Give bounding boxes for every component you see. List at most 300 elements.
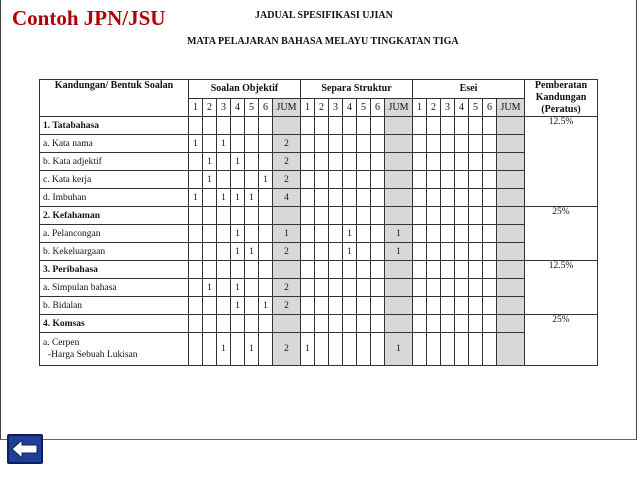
- table-cell: [329, 333, 343, 366]
- table-cell: 1: [259, 171, 273, 189]
- table-cell: [413, 297, 427, 315]
- table-cell: [469, 279, 483, 297]
- table-cell: [385, 135, 413, 153]
- sub-header-separa-jum: JUM: [385, 98, 413, 117]
- table-cell: [497, 243, 525, 261]
- table-cell: [343, 135, 357, 153]
- table-cell: [245, 153, 259, 171]
- table-cell: [259, 333, 273, 366]
- table-cell: [231, 261, 245, 279]
- item-label: a. Simpulan bahasa: [40, 279, 189, 297]
- table-cell: [329, 279, 343, 297]
- table-cell: [315, 315, 329, 333]
- table-cell: [301, 261, 315, 279]
- table-cell: [259, 279, 273, 297]
- table-cell: [469, 297, 483, 315]
- sub-header-esei-5: 5: [469, 98, 483, 117]
- table-cell: [189, 279, 203, 297]
- table-cell: [385, 261, 413, 279]
- table-cell: [315, 117, 329, 135]
- table-cell: [203, 315, 217, 333]
- sub-header-objektif-6: 6: [259, 98, 273, 117]
- table-cell: [189, 153, 203, 171]
- table-cell: [455, 189, 469, 207]
- table-cell: 2: [273, 297, 301, 315]
- table-cell: [301, 153, 315, 171]
- table-cell: [245, 135, 259, 153]
- table-cell: [189, 333, 203, 366]
- table-cell: [217, 153, 231, 171]
- table-row: [40, 243, 598, 261]
- table-cell: [483, 135, 497, 153]
- item-label-line2: -Harga Sebuah Lukisan: [48, 350, 138, 360]
- table-cell: [441, 153, 455, 171]
- table-cell: [483, 297, 497, 315]
- table-cell: [371, 117, 385, 135]
- document-title: JADUAL SPESIFIKASI UJIAN: [255, 10, 393, 21]
- table-cell: [427, 261, 441, 279]
- table-cell: [385, 315, 413, 333]
- table-cell: 1: [385, 243, 413, 261]
- table-row: [40, 153, 598, 171]
- header-separa-struktur: Separa Struktur: [301, 80, 413, 99]
- table-row: [40, 279, 598, 297]
- table-cell: [357, 153, 371, 171]
- table-cell: [343, 279, 357, 297]
- table-cell: [217, 297, 231, 315]
- table-cell: [427, 333, 441, 366]
- table-cell: [203, 135, 217, 153]
- table-row: [40, 135, 598, 153]
- table-cell: [427, 171, 441, 189]
- table-cell: [231, 315, 245, 333]
- table-cell: [357, 243, 371, 261]
- table-cell: [427, 279, 441, 297]
- table-cell: [301, 189, 315, 207]
- table-cell: [357, 225, 371, 243]
- table-cell: [469, 189, 483, 207]
- table-cell: [413, 207, 427, 225]
- table-cell: [469, 243, 483, 261]
- header-esei: Esei: [413, 80, 525, 99]
- table-cell: 1: [273, 225, 301, 243]
- table-cell: [455, 333, 469, 366]
- table-cell: [301, 225, 315, 243]
- sub-header-objektif-jum: JUM: [273, 98, 301, 117]
- table-cell: [301, 207, 315, 225]
- table-cell: [371, 279, 385, 297]
- item-label: a. Kata nama: [40, 135, 189, 153]
- table-cell: 2: [273, 243, 301, 261]
- table-cell: [217, 207, 231, 225]
- table-cell: [217, 243, 231, 261]
- table-cell: [497, 225, 525, 243]
- table-cell: [441, 243, 455, 261]
- table-cell: [385, 189, 413, 207]
- item-label: c. Kata kerja: [40, 171, 189, 189]
- table-cell: [469, 153, 483, 171]
- table-cell: [483, 243, 497, 261]
- table-cell: [371, 153, 385, 171]
- item-label: a. Pelancongan: [40, 225, 189, 243]
- table-cell: [189, 243, 203, 261]
- table-cell: [343, 117, 357, 135]
- table-cell: [357, 117, 371, 135]
- table-cell: [189, 297, 203, 315]
- table-cell: [413, 315, 427, 333]
- table-cell: [427, 189, 441, 207]
- item-label: b. Bidalan: [40, 297, 189, 315]
- table-cell: [385, 171, 413, 189]
- table-cell: [259, 225, 273, 243]
- table-cell: [455, 207, 469, 225]
- table-cell: [483, 207, 497, 225]
- table-cell: [315, 135, 329, 153]
- table-row: [40, 171, 598, 189]
- table-cell: [315, 225, 329, 243]
- table-cell: [497, 333, 525, 366]
- table-cell: 1: [385, 333, 413, 366]
- table-cell: [441, 135, 455, 153]
- table-cell: [245, 315, 259, 333]
- table-cell: [469, 117, 483, 135]
- sub-header-separa-3: 3: [329, 98, 343, 117]
- table-cell: [371, 297, 385, 315]
- table-cell: 1: [231, 189, 245, 207]
- table-row: [40, 189, 598, 207]
- table-cell: [371, 207, 385, 225]
- table-cell: [343, 153, 357, 171]
- table-cell: [217, 225, 231, 243]
- table-cell: [357, 315, 371, 333]
- table-cell: [315, 279, 329, 297]
- table-cell: [413, 243, 427, 261]
- table-cell: [231, 171, 245, 189]
- table-cell: [315, 189, 329, 207]
- table-cell: [455, 117, 469, 135]
- table-cell: 1: [245, 243, 259, 261]
- table-cell: [203, 243, 217, 261]
- table-cell: [357, 297, 371, 315]
- table-cell: [329, 207, 343, 225]
- section-row: [40, 261, 598, 279]
- table-cell: [357, 261, 371, 279]
- table-cell: [497, 207, 525, 225]
- table-cell: [231, 333, 245, 366]
- table-cell: [385, 117, 413, 135]
- table-cell: [497, 297, 525, 315]
- table-cell: [357, 135, 371, 153]
- table-cell: [329, 171, 343, 189]
- sub-header-esei-jum: JUM: [497, 98, 525, 117]
- table-cell: [301, 315, 315, 333]
- table-cell: [441, 279, 455, 297]
- table-cell: [441, 261, 455, 279]
- table-cell: [427, 243, 441, 261]
- table-cell: [189, 315, 203, 333]
- table-cell: [497, 135, 525, 153]
- table-cell: [343, 333, 357, 366]
- section-weight: 25%: [525, 207, 598, 261]
- sub-header-esei-1: 1: [413, 98, 427, 117]
- header-kandungan: Kandungan/ Bentuk Soalan: [40, 80, 189, 117]
- table-cell: [427, 153, 441, 171]
- table-cell: [329, 153, 343, 171]
- table-cell: [455, 135, 469, 153]
- section-row: [40, 207, 598, 225]
- table-cell: [329, 117, 343, 135]
- table-cell: [259, 315, 273, 333]
- table-cell: [371, 189, 385, 207]
- table-cell: [413, 279, 427, 297]
- table-cell: [343, 207, 357, 225]
- table-row: [40, 297, 598, 315]
- table-cell: 1: [231, 297, 245, 315]
- item-label-line1: a. Cerpen: [43, 338, 80, 348]
- table-cell: 1: [189, 135, 203, 153]
- table-cell: [273, 315, 301, 333]
- table-cell: [427, 135, 441, 153]
- table-cell: [455, 315, 469, 333]
- table-row: [40, 225, 598, 243]
- slide-border-right: [636, 0, 637, 440]
- table-cell: [315, 333, 329, 366]
- table-cell: [203, 117, 217, 135]
- brand-title: Contoh JPN/JSU: [12, 6, 166, 30]
- table-cell: [217, 117, 231, 135]
- table-cell: 1: [343, 243, 357, 261]
- item-label: b. Kata adjektif: [40, 153, 189, 171]
- table-cell: [371, 315, 385, 333]
- table-cell: [441, 189, 455, 207]
- section-row: [40, 117, 598, 135]
- table-cell: [455, 171, 469, 189]
- section-weight: 12.5%: [525, 261, 598, 315]
- table-cell: [441, 315, 455, 333]
- table-cell: [357, 279, 371, 297]
- table-cell: [329, 189, 343, 207]
- table-cell: [203, 261, 217, 279]
- table-cell: [259, 117, 273, 135]
- table-cell: [413, 225, 427, 243]
- table-cell: [483, 117, 497, 135]
- table-cell: [343, 189, 357, 207]
- sub-header-separa-6: 6: [371, 98, 385, 117]
- table-cell: [497, 171, 525, 189]
- table-cell: [455, 261, 469, 279]
- table-cell: [441, 333, 455, 366]
- table-cell: 1: [259, 297, 273, 315]
- table-cell: [189, 225, 203, 243]
- table-cell: [427, 315, 441, 333]
- table-cell: [329, 243, 343, 261]
- sub-header-separa-1: 1: [301, 98, 315, 117]
- table-cell: [371, 261, 385, 279]
- section-weight: 25%: [525, 315, 598, 366]
- table-cell: [245, 117, 259, 135]
- table-cell: [357, 189, 371, 207]
- table-cell: [413, 333, 427, 366]
- table-cell: [469, 171, 483, 189]
- table-cell: [315, 261, 329, 279]
- table-cell: 1: [385, 225, 413, 243]
- sub-header-separa-4: 4: [343, 98, 357, 117]
- table-cell: [301, 243, 315, 261]
- table-cell: [413, 171, 427, 189]
- slide-border-bottom: [0, 439, 637, 440]
- table-cell: [483, 279, 497, 297]
- table-cell: [259, 153, 273, 171]
- table-cell: [259, 243, 273, 261]
- table-cell: [245, 171, 259, 189]
- sub-header-separa-5: 5: [357, 98, 371, 117]
- table-cell: [245, 261, 259, 279]
- table-cell: [497, 261, 525, 279]
- table-cell: 4: [273, 189, 301, 207]
- table-cell: [371, 333, 385, 366]
- table-cell: [343, 261, 357, 279]
- section-topic: 2. Kefahaman: [40, 207, 189, 225]
- table-cell: [217, 279, 231, 297]
- table-cell: [469, 135, 483, 153]
- table-cell: 2: [273, 333, 301, 366]
- table-cell: [329, 297, 343, 315]
- table-cell: [483, 333, 497, 366]
- table-cell: [189, 261, 203, 279]
- sub-header-objektif-4: 4: [231, 98, 245, 117]
- table-cell: [483, 225, 497, 243]
- table-cell: [483, 189, 497, 207]
- table-cell: [427, 225, 441, 243]
- table-cell: 1: [217, 189, 231, 207]
- table-cell: [315, 243, 329, 261]
- table-cell: 1: [203, 153, 217, 171]
- table-cell: [217, 171, 231, 189]
- table-cell: 1: [217, 135, 231, 153]
- table-cell: [315, 297, 329, 315]
- table-cell: [441, 207, 455, 225]
- table-cell: [203, 333, 217, 366]
- table-cell: [343, 297, 357, 315]
- table-cell: [497, 315, 525, 333]
- table-cell: [371, 135, 385, 153]
- table-cell: [217, 315, 231, 333]
- table-cell: [273, 207, 301, 225]
- table-cell: [301, 135, 315, 153]
- table-cell: [483, 153, 497, 171]
- table-cell: 1: [245, 333, 259, 366]
- table-cell: [357, 333, 371, 366]
- table-cell: [231, 117, 245, 135]
- table-cell: [483, 315, 497, 333]
- table-cell: [469, 207, 483, 225]
- table-cell: [259, 189, 273, 207]
- table-cell: 1: [217, 333, 231, 366]
- table-cell: 1: [231, 279, 245, 297]
- table-cell: [385, 207, 413, 225]
- table-cell: [441, 297, 455, 315]
- table-cell: [497, 189, 525, 207]
- table-cell: [385, 279, 413, 297]
- item-label: b. Kekeluargaan: [40, 243, 189, 261]
- table-cell: [273, 261, 301, 279]
- table-cell: [315, 207, 329, 225]
- table-cell: [301, 171, 315, 189]
- table-body: [40, 117, 598, 366]
- table-cell: 1: [189, 189, 203, 207]
- table-cell: [413, 261, 427, 279]
- table-cell: [343, 171, 357, 189]
- table-cell: [483, 171, 497, 189]
- table-cell: [413, 153, 427, 171]
- table-cell: [385, 153, 413, 171]
- table-cell: [469, 315, 483, 333]
- table-cell: 1: [231, 243, 245, 261]
- table-cell: [329, 315, 343, 333]
- table-cell: [245, 297, 259, 315]
- table-cell: [441, 171, 455, 189]
- section-row: [40, 315, 598, 333]
- table-cell: 2: [273, 279, 301, 297]
- table-row: [40, 333, 598, 366]
- table-cell: 1: [301, 333, 315, 366]
- table-cell: [455, 243, 469, 261]
- section-topic: 3. Peribahasa: [40, 261, 189, 279]
- table-cell: [273, 117, 301, 135]
- table-cell: [371, 171, 385, 189]
- table-cell: [371, 243, 385, 261]
- table-cell: [231, 207, 245, 225]
- section-topic: 1. Tatabahasa: [40, 117, 189, 135]
- table-cell: [455, 153, 469, 171]
- table-cell: [301, 117, 315, 135]
- table-cell: [203, 189, 217, 207]
- table-cell: [203, 297, 217, 315]
- table-cell: [315, 171, 329, 189]
- table-cell: [301, 297, 315, 315]
- table-cell: [413, 189, 427, 207]
- sub-header-esei-3: 3: [441, 98, 455, 117]
- table-cell: [217, 261, 231, 279]
- table-cell: [357, 207, 371, 225]
- document-subtitle: MATA PELAJARAN BAHASA MELAYU TINGKATAN TIGA: [187, 36, 459, 47]
- table-cell: [427, 297, 441, 315]
- table-cell: 2: [273, 171, 301, 189]
- table-cell: [455, 279, 469, 297]
- table-cell: [329, 261, 343, 279]
- table-cell: [385, 297, 413, 315]
- table-cell: [259, 135, 273, 153]
- table-cell: [413, 135, 427, 153]
- item-label: d. Imbuhan: [40, 189, 189, 207]
- table-cell: [203, 225, 217, 243]
- slide-border-left: [0, 0, 1, 440]
- back-button[interactable]: [7, 434, 43, 464]
- sub-header-esei-4: 4: [455, 98, 469, 117]
- table-cell: [301, 279, 315, 297]
- table-cell: [469, 333, 483, 366]
- table-cell: [469, 225, 483, 243]
- table-cell: [427, 117, 441, 135]
- table-cell: [497, 117, 525, 135]
- table-cell: [329, 135, 343, 153]
- sub-header-objektif-5: 5: [245, 98, 259, 117]
- table-cell: [189, 117, 203, 135]
- table-cell: [203, 207, 217, 225]
- table-cell: [441, 117, 455, 135]
- item-label: [40, 333, 189, 366]
- table-cell: [259, 261, 273, 279]
